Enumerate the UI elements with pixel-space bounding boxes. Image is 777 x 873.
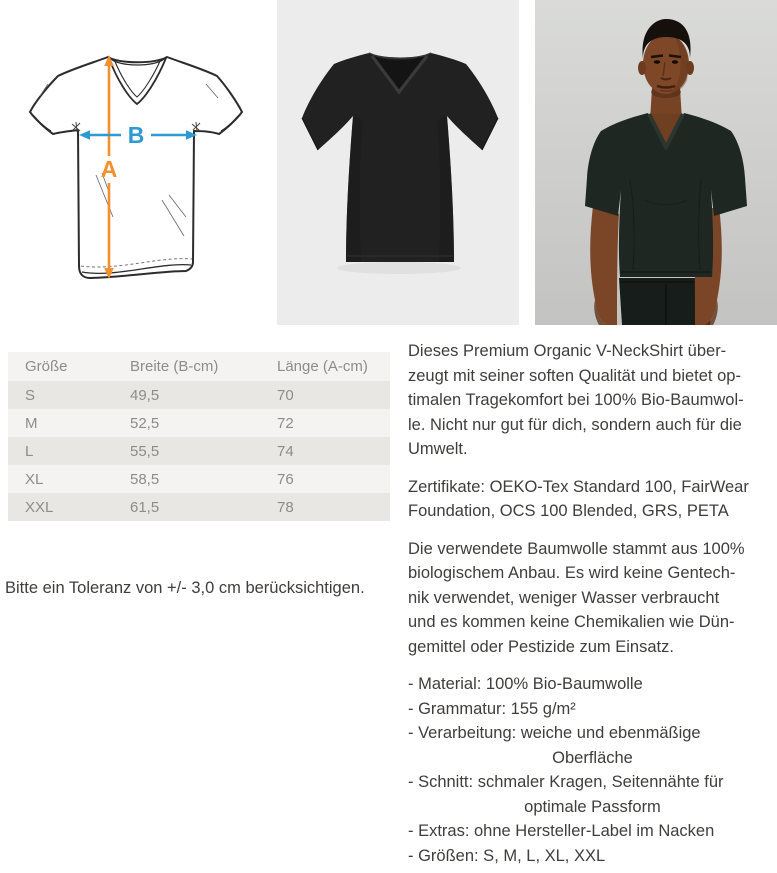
description-line: timalen Tragekomfort bei 100% Bio-Baumwol- xyxy=(408,391,744,409)
width-label: B xyxy=(127,122,145,148)
table-cell: 78 xyxy=(277,498,294,516)
description-line: biologischem Anbau. Es wird keine Gentech- xyxy=(408,564,736,582)
model-photo-black-tshirt[interactable] xyxy=(535,0,777,325)
description-line: Foundation, OCS 100 Blended, GRS, PETA xyxy=(408,502,729,520)
description-line: und es kommen keine Chemikalien wie Dün- xyxy=(408,613,735,631)
table-cell: 55,5 xyxy=(130,442,160,460)
description-paragraph xyxy=(408,672,777,868)
table-row xyxy=(8,493,390,521)
table-cell: L xyxy=(25,442,34,460)
description-line: - Material: 100% Bio-Baumwolle xyxy=(408,675,643,693)
table-row xyxy=(8,381,390,409)
description-line: Zertifikate: OEKO-Tex Standard 100, FairWear xyxy=(408,477,749,496)
description-line: gemittel oder Pestizide zum Einsatz. xyxy=(408,637,674,656)
description-line: optimale Passform xyxy=(524,797,661,816)
table-cell: M xyxy=(25,414,38,432)
description-line: le. Nicht nur gut für dich, sondern auch für die xyxy=(408,415,742,434)
description-line: - Extras: ohne Hersteller-Label im Nacken xyxy=(408,822,715,840)
size-diagram-image[interactable] xyxy=(10,40,245,300)
table-cell: 52,5 xyxy=(130,414,160,432)
description-line: Die verwendete Baumwolle stammt aus 100% xyxy=(408,539,745,558)
description-line: nik verwendet, weniger Wasser verbraucht xyxy=(408,588,720,607)
table-cell: 74 xyxy=(277,442,294,460)
table-cell: 58,5 xyxy=(130,470,160,488)
table-row xyxy=(8,437,390,465)
table-cell: 76 xyxy=(277,470,294,488)
table-cell: 49,5 xyxy=(130,386,160,404)
tshirt-measurement-diagram-icon xyxy=(10,40,245,300)
description-line: - Verarbeitung: weiche und ebenmäßige xyxy=(408,724,701,742)
size-table-header: Länge (A-cm) xyxy=(277,358,368,375)
table-row xyxy=(8,409,390,437)
description-line: zeugt mit seiner soften Qualität und bietet op- xyxy=(408,366,741,385)
description-paragraph xyxy=(408,339,777,462)
product-description xyxy=(408,339,777,868)
table-cell: 70 xyxy=(277,386,294,404)
size-table-body xyxy=(8,381,390,521)
description-line: Oberfläche xyxy=(552,748,633,767)
size-table-header: Breite (B-cm) xyxy=(130,358,219,375)
table-cell: S xyxy=(25,386,36,404)
description-paragraph xyxy=(408,537,777,660)
table-cell: XL xyxy=(25,470,44,488)
description-paragraph xyxy=(408,475,777,524)
table-cell: 72 xyxy=(277,414,294,432)
length-label: A xyxy=(100,156,118,182)
tolerance-note: Bitte ein Toleranz von +/- 3,0 cm berücksichtigen. xyxy=(5,579,365,597)
product-photo-black-tshirt[interactable] xyxy=(277,0,519,325)
size-table-head-row xyxy=(8,352,390,381)
table-cell: XXL xyxy=(25,498,54,516)
description-line: Umwelt. xyxy=(408,440,468,458)
size-table-header: Größe xyxy=(25,358,68,375)
description-line: - Schnitt: schmaler Kragen, Seitennähte für xyxy=(408,773,724,791)
table-row xyxy=(8,465,390,493)
description-line: - Grammatur: 155 g/m² xyxy=(408,699,576,718)
size-table xyxy=(8,352,390,521)
description-line: Dieses Premium Organic V-NeckShirt über- xyxy=(408,342,727,360)
description-line: - Größen: S, M, L, XL, XXL xyxy=(408,846,606,865)
table-cell: 61,5 xyxy=(130,498,160,516)
